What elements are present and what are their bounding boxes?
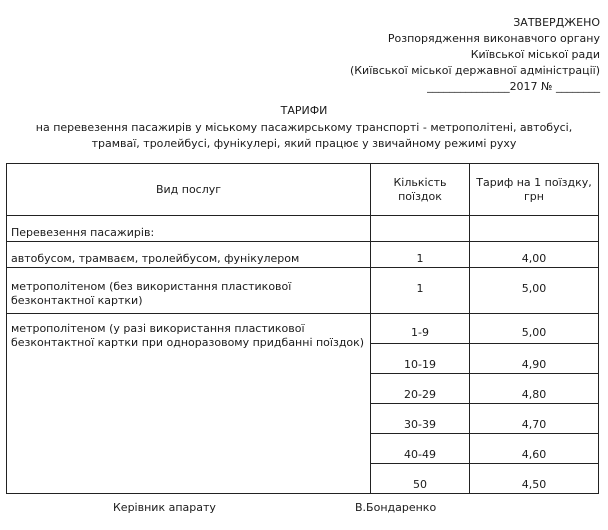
table-row: [7, 268, 599, 314]
count-metro-no-card: 1: [371, 268, 470, 314]
count-bus: 1: [371, 242, 470, 268]
tier-price: 4,60: [470, 434, 599, 464]
service-metro-no-card: метрополітеном (без використання пластикової безконтактної картки): [7, 268, 371, 314]
document-title: ТАРИФИ: [280, 104, 328, 117]
approval-date-number: _______________2017 № ________: [427, 80, 600, 93]
tier-price: 4,90: [470, 344, 599, 374]
tier-price: 5,00: [470, 314, 599, 344]
tier-count: 1-9: [371, 314, 470, 344]
service-bus: автобусом, трамваєм, тролейбусом, фунікулером: [7, 242, 371, 268]
tier-price: 4,70: [470, 404, 599, 434]
tier-count: 50: [371, 464, 470, 494]
signature-name: В.Бондаренко: [355, 501, 437, 514]
document-subtitle: на перевезення пасажирів у міському пасажирському транспорті - метрополітені, автобусі, трамваї, тролейбусі, фунікулері, який працює у звичайному режимі руху: [35, 121, 573, 150]
header-service: Вид послуг: [7, 164, 371, 216]
approval-council: Київської міської ради: [470, 48, 600, 61]
price-bus: 4,00: [470, 242, 599, 268]
tier-price: 4,80: [470, 374, 599, 404]
header-price: Тариф на 1 поїздку, грн: [470, 164, 599, 216]
tier-price: 4,50: [470, 464, 599, 494]
table-row: [7, 242, 599, 268]
tariffs-table: [6, 163, 599, 494]
header-count: Кількість поїздок: [371, 164, 470, 216]
tier-count: 40-49: [371, 434, 470, 464]
approval-block: [350, 15, 600, 95]
signature-position: Керівник апарату: [113, 501, 216, 514]
table-row: [7, 314, 599, 344]
table-header-row: [7, 164, 599, 216]
approval-order: Розпорядження виконавчого органу: [387, 32, 600, 45]
service-metro-card: метрополітеном (у разі використання пластикової безконтактної картки при одноразовому придбанні поїздок): [7, 314, 371, 494]
approval-administration: (Київської міської державної адміністрації): [349, 64, 600, 77]
tier-count: 10-19: [371, 344, 470, 374]
section-label: Перевезення пасажирів:: [7, 216, 371, 242]
tier-count: 30-39: [371, 404, 470, 434]
approval-heading: ЗАТВЕРДЖЕНО: [513, 16, 600, 29]
section-row: [7, 216, 599, 242]
tier-count: 20-29: [371, 374, 470, 404]
price-metro-no-card: 5,00: [470, 268, 599, 314]
